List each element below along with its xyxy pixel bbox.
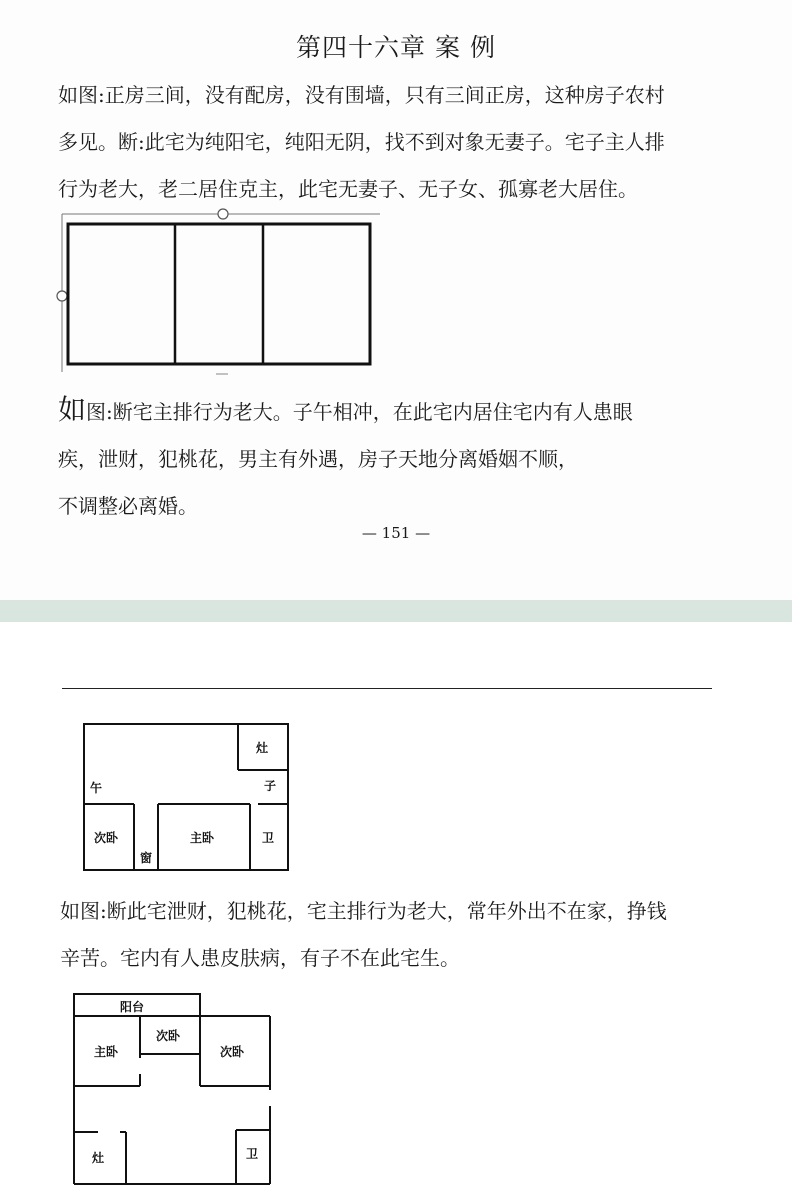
zi-label: 子	[264, 779, 277, 793]
text-line: 行为老大，老二居住克主，此宅无妻子、无子女、孤寡老大居住。	[58, 177, 638, 201]
window-label: 窗	[140, 851, 153, 865]
text-line: 疾，泄财，犯桃花，男主有外遇，房子天地分离婚姻不顺，	[58, 447, 578, 471]
page-number: — 151 —	[361, 524, 431, 542]
stove-label: 灶	[256, 741, 269, 755]
text-line: 辛苦。宅内有人患皮肤病，有子不在此宅生。	[60, 946, 460, 970]
second-bedroom-label: 次卧	[156, 1029, 181, 1043]
text-line: 如图:断此宅泄财，犯桃花，宅主排行为老大，常年外出不在家，挣钱	[60, 899, 667, 923]
balcony-label: 阳台	[120, 1000, 145, 1014]
second-bedroom-label: 次卧	[94, 831, 119, 845]
text-line: 图:断宅主排行为老大。子午相冲，在此宅内居住宅内有人患眼	[86, 400, 633, 424]
page-gap	[0, 600, 792, 622]
bathroom-label: 卫	[246, 1147, 259, 1161]
master-bedroom-label: 主卧	[94, 1045, 119, 1059]
stove-label: 灶	[92, 1151, 105, 1165]
case-1-text	[58, 72, 748, 213]
text-line: 如图:正房三间，没有配房，没有围墙，只有三间正房，这种房子农村	[58, 83, 665, 107]
case-3-text	[60, 888, 750, 982]
second-bedroom-label: 次卧	[220, 1045, 245, 1059]
chapter-title: 第四十六章 案 例	[296, 33, 496, 62]
master-bedroom-label: 主卧	[190, 831, 215, 845]
case-2-text	[58, 386, 748, 530]
wu-label: 午	[90, 781, 103, 795]
text-line: 不调整必离婚。	[58, 494, 198, 518]
three-room-floor-plan	[56, 206, 386, 378]
header-rule	[62, 688, 712, 689]
floor-plan-2	[70, 990, 275, 1188]
drop-char: 如	[58, 393, 87, 426]
text-line: 多见。断:此宅为纯阳宅，纯阳无阴，找不到对象无妻子。宅子主人排	[58, 130, 665, 154]
bathroom-label: 卫	[262, 831, 275, 845]
floor-plan-1	[80, 720, 295, 878]
